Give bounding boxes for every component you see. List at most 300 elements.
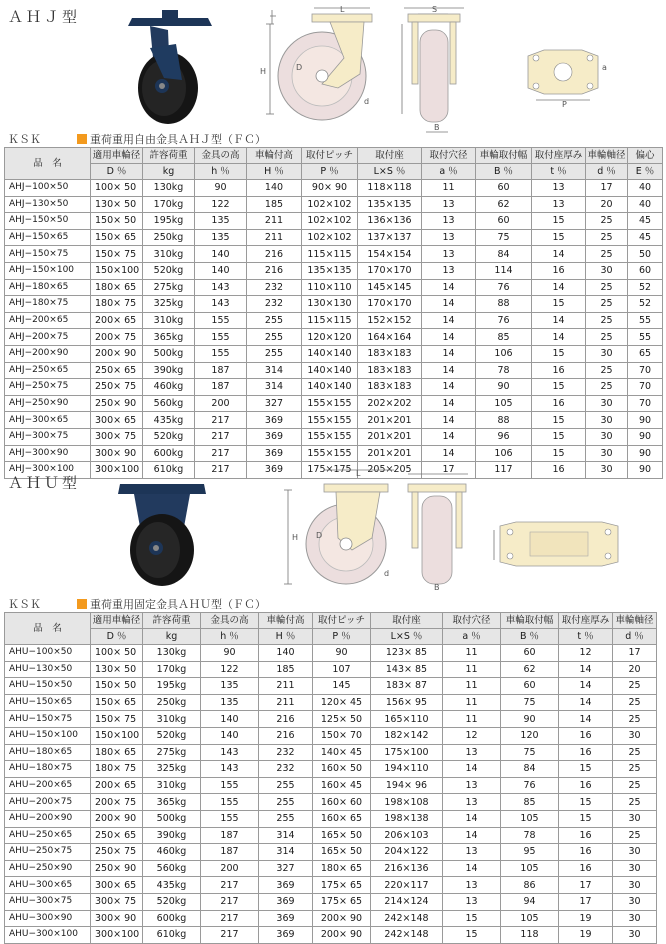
table-cell: 300× 65 xyxy=(91,877,143,894)
table-cell: 187 xyxy=(195,362,247,379)
ahu-col-header: 車輪付高 xyxy=(259,613,313,629)
table-cell: 62 xyxy=(501,661,559,678)
table-cell: 16 xyxy=(532,262,586,279)
table-cell: 300× 75 xyxy=(91,893,143,910)
ahj-col-header: 車輪取付幅 xyxy=(476,148,532,164)
table-cell: 180× 65 xyxy=(91,279,143,296)
ahu-col-header: 取付座厚み xyxy=(559,613,613,629)
ahu-dimension-drawing xyxy=(284,466,662,592)
table-cell: 76 xyxy=(476,279,532,296)
table-cell: 16 xyxy=(559,860,613,877)
table-cell: 14 xyxy=(559,694,613,711)
table-cell: 242×148 xyxy=(371,927,443,944)
table-cell: 211 xyxy=(259,678,313,695)
table-cell: 140 xyxy=(195,262,247,279)
table-row xyxy=(5,810,657,827)
model-cell: AHJ−200×75 xyxy=(5,329,91,346)
table-cell: 30 xyxy=(586,462,628,479)
ahj-col-header: 車輪付高 xyxy=(247,148,302,164)
table-cell: 14 xyxy=(422,345,476,362)
table-cell: 255 xyxy=(247,329,302,346)
table-row xyxy=(5,379,663,396)
table-cell: 250× 65 xyxy=(91,827,143,844)
table-cell: 14 xyxy=(422,445,476,462)
table-cell: 15 xyxy=(443,927,501,944)
table-cell: 90× 90 xyxy=(302,180,358,197)
table-cell: 17 xyxy=(559,893,613,910)
table-cell: 217 xyxy=(201,877,259,894)
ahu-col-header: 金具の高 xyxy=(201,613,259,629)
table-cell: 88 xyxy=(476,296,532,313)
table-cell: 105 xyxy=(501,860,559,877)
table-row xyxy=(5,645,657,662)
table-row xyxy=(5,196,663,213)
table-cell: 13 xyxy=(422,262,476,279)
table-cell: 217 xyxy=(195,445,247,462)
table-cell: 15 xyxy=(559,761,613,778)
table-cell: 95 xyxy=(501,844,559,861)
model-cell: AHU−300×75 xyxy=(5,893,91,910)
table-cell: 90 xyxy=(195,180,247,197)
table-row xyxy=(5,213,663,230)
table-cell: 20 xyxy=(613,661,657,678)
table-cell: 202×202 xyxy=(358,395,422,412)
table-cell: 102×102 xyxy=(302,213,358,230)
table-cell: 100× 50 xyxy=(91,180,143,197)
table-cell: 14 xyxy=(422,379,476,396)
table-cell: 70 xyxy=(628,362,663,379)
table-cell: 211 xyxy=(259,694,313,711)
table-cell: 16 xyxy=(559,727,613,744)
ahj-col-header: 適用車輪径 xyxy=(91,148,143,164)
table-cell: 30 xyxy=(586,395,628,412)
table-cell: 25 xyxy=(586,362,628,379)
table-cell: 200× 65 xyxy=(91,312,143,329)
table-cell: 369 xyxy=(247,412,302,429)
table-cell: 140 xyxy=(201,711,259,728)
ahj-unit-header: D ％ xyxy=(91,164,143,180)
table-cell: 65 xyxy=(628,345,663,362)
table-cell: 136×136 xyxy=(358,213,422,230)
ahu-unit-header: t ％ xyxy=(559,629,613,645)
table-cell: 17 xyxy=(559,877,613,894)
table-cell: 13 xyxy=(443,744,501,761)
table-cell: 13 xyxy=(422,213,476,230)
table-cell: 25 xyxy=(586,279,628,296)
table-cell: 25 xyxy=(586,229,628,246)
table-cell: 15 xyxy=(532,213,586,230)
table-cell: 90 xyxy=(628,445,663,462)
table-cell: 13 xyxy=(443,877,501,894)
table-cell: 90 xyxy=(476,379,532,396)
table-cell: 25 xyxy=(613,694,657,711)
table-cell: 52 xyxy=(628,279,663,296)
table-cell: 300× 90 xyxy=(91,910,143,927)
table-cell: 300× 65 xyxy=(91,412,143,429)
table-cell: 185 xyxy=(259,661,313,678)
table-cell: 13 xyxy=(443,794,501,811)
ahj-unit-header: a ％ xyxy=(422,164,476,180)
table-cell: 150× 50 xyxy=(91,678,143,695)
table-cell: 75 xyxy=(476,229,532,246)
model-cell: AHU−200×90 xyxy=(5,810,91,827)
ahj-col-header: 許容荷重 xyxy=(143,148,195,164)
model-cell: AHJ−300×90 xyxy=(5,445,91,462)
table-cell: 30 xyxy=(613,927,657,944)
table-cell: 155 xyxy=(195,312,247,329)
table-row xyxy=(5,711,657,728)
table-cell: 140×140 xyxy=(302,345,358,362)
table-cell: 118×118 xyxy=(358,180,422,197)
table-cell: 369 xyxy=(247,445,302,462)
table-cell: 11 xyxy=(422,180,476,197)
table-cell: 255 xyxy=(247,312,302,329)
table-cell: 165× 50 xyxy=(313,827,371,844)
table-cell: 106 xyxy=(476,445,532,462)
model-cell: AHU−300×100 xyxy=(5,927,91,944)
table-cell: 118 xyxy=(501,927,559,944)
model-cell: AHU−180×65 xyxy=(5,744,91,761)
table-cell: 60 xyxy=(501,645,559,662)
table-cell: 200 xyxy=(195,395,247,412)
table-cell: 369 xyxy=(259,877,313,894)
table-cell: 275kg xyxy=(143,744,201,761)
table-cell: 15 xyxy=(532,296,586,313)
table-cell: 130×130 xyxy=(302,296,358,313)
table-row xyxy=(5,794,657,811)
ahj-label-S: S xyxy=(432,5,438,14)
table-cell: 205×205 xyxy=(358,462,422,479)
ahu-col-header: 車輪取付幅 xyxy=(501,613,559,629)
table-cell: 314 xyxy=(247,362,302,379)
table-cell: 55 xyxy=(628,312,663,329)
table-cell: 250× 65 xyxy=(91,362,143,379)
ahu-label-L: L xyxy=(356,469,361,478)
table-cell: 314 xyxy=(247,379,302,396)
table-cell: 520kg xyxy=(143,893,201,910)
table-cell: 16 xyxy=(559,744,613,761)
table-cell: 60 xyxy=(476,180,532,197)
table-cell: 195kg xyxy=(143,213,195,230)
orange-square-icon xyxy=(77,134,87,144)
table-cell: 200× 90 xyxy=(91,810,143,827)
table-cell: 143 xyxy=(201,761,259,778)
ahj-caster-photo xyxy=(120,8,218,126)
table-cell: 170×170 xyxy=(358,296,422,313)
table-cell: 122 xyxy=(201,661,259,678)
model-cell: AHU−200×75 xyxy=(5,794,91,811)
ahu-subtitle-line xyxy=(8,596,266,612)
table-cell: 150× 50 xyxy=(91,213,143,230)
table-cell: 14 xyxy=(559,678,613,695)
ahu-unit-header: B ％ xyxy=(501,629,559,645)
table-cell: 30 xyxy=(613,727,657,744)
table-cell: 150× 75 xyxy=(91,246,143,263)
ahu-table-body xyxy=(5,645,657,944)
table-cell: 14 xyxy=(443,860,501,877)
table-cell: 232 xyxy=(259,761,313,778)
table-cell: 255 xyxy=(259,794,313,811)
table-cell: 84 xyxy=(476,246,532,263)
ahj-subtitle-line xyxy=(8,131,266,147)
table-cell: 206×103 xyxy=(371,827,443,844)
table-row xyxy=(5,727,657,744)
table-cell: 123× 85 xyxy=(371,645,443,662)
table-cell: 216×136 xyxy=(371,860,443,877)
table-cell: 25 xyxy=(586,213,628,230)
table-cell: 600kg xyxy=(143,445,195,462)
table-cell: 16 xyxy=(532,395,586,412)
model-cell: AHJ−100×50 xyxy=(5,180,91,197)
table-cell: 25 xyxy=(613,761,657,778)
table-cell: 200× 90 xyxy=(313,910,371,927)
model-cell: AHJ−150×50 xyxy=(5,213,91,230)
table-cell: 105 xyxy=(476,395,532,412)
ahj-unit-header: kg xyxy=(143,164,195,180)
table-cell: 187 xyxy=(201,827,259,844)
table-cell: 232 xyxy=(247,296,302,313)
table-cell: 11 xyxy=(443,694,501,711)
table-row xyxy=(5,744,657,761)
table-cell: 217 xyxy=(195,462,247,479)
ahj-col-header: 車輪軸径 xyxy=(586,148,628,164)
ahu-unit-header: kg xyxy=(143,629,201,645)
table-cell: 90 xyxy=(628,462,663,479)
table-cell: 70 xyxy=(628,379,663,396)
table-cell: 187 xyxy=(195,379,247,396)
table-cell: 140 xyxy=(259,645,313,662)
table-cell: 78 xyxy=(476,362,532,379)
table-cell: 17 xyxy=(613,645,657,662)
table-cell: 40 xyxy=(628,180,663,197)
table-cell: 201×201 xyxy=(358,445,422,462)
table-cell: 50 xyxy=(628,246,663,263)
table-row xyxy=(5,445,663,462)
table-cell: 155 xyxy=(201,810,259,827)
table-cell: 610kg xyxy=(143,927,201,944)
table-cell: 17 xyxy=(586,180,628,197)
table-cell: 62 xyxy=(476,196,532,213)
table-cell: 175× 65 xyxy=(313,893,371,910)
table-row xyxy=(5,694,657,711)
ahu-col-header: 適用車輪径 xyxy=(91,613,143,629)
table-cell: 105 xyxy=(501,910,559,927)
table-cell: 180× 75 xyxy=(91,296,143,313)
table-cell: 300×100 xyxy=(91,462,143,479)
model-cell: AHU−180×75 xyxy=(5,761,91,778)
table-cell: 250× 90 xyxy=(91,860,143,877)
ahj-header-row xyxy=(5,148,663,164)
table-cell: 11 xyxy=(443,711,501,728)
table-cell: 154×154 xyxy=(358,246,422,263)
table-cell: 150× 65 xyxy=(91,229,143,246)
table-cell: 560kg xyxy=(143,395,195,412)
ahu-section-title: ＡＨＵ型 xyxy=(8,474,81,492)
model-cell: AHU−300×65 xyxy=(5,877,91,894)
table-cell: 369 xyxy=(259,927,313,944)
table-cell: 220×117 xyxy=(371,877,443,894)
table-cell: 155 xyxy=(201,794,259,811)
table-cell: 16 xyxy=(559,827,613,844)
table-cell: 460kg xyxy=(143,844,201,861)
table-cell: 11 xyxy=(443,661,501,678)
ahu-col-header: 品 名 xyxy=(5,613,91,645)
table-cell: 145 xyxy=(313,678,371,695)
table-cell: 365kg xyxy=(143,794,201,811)
table-row xyxy=(5,678,657,695)
ahj-unit-header: h ％ xyxy=(195,164,247,180)
ahj-section-title: ＡＨＪ型 xyxy=(8,8,81,26)
ahj-unit-header: P ％ xyxy=(302,164,358,180)
table-cell: 175×100 xyxy=(371,744,443,761)
ahu-unit-header: D ％ xyxy=(91,629,143,645)
table-cell: 217 xyxy=(201,927,259,944)
table-cell: 14 xyxy=(422,395,476,412)
ahu-label-d: d xyxy=(384,569,390,578)
table-row xyxy=(5,428,663,445)
model-cell: AHJ−200×90 xyxy=(5,345,91,362)
table-cell: 110×110 xyxy=(302,279,358,296)
ahu-spec-table xyxy=(4,612,657,944)
table-cell: 30 xyxy=(613,877,657,894)
table-cell: 14 xyxy=(422,428,476,445)
table-row xyxy=(5,262,663,279)
table-cell: 155×155 xyxy=(302,428,358,445)
ahu-col-header: 取付ピッチ xyxy=(313,613,371,629)
table-row xyxy=(5,661,657,678)
table-cell: 25 xyxy=(613,777,657,794)
table-cell: 30 xyxy=(613,810,657,827)
model-cell: AHU−150×100 xyxy=(5,727,91,744)
table-cell: 14 xyxy=(443,761,501,778)
table-cell: 156× 95 xyxy=(371,694,443,711)
ahu-maker: ＫＳＫ xyxy=(8,598,41,611)
table-cell: 25 xyxy=(613,678,657,695)
table-cell: 25 xyxy=(586,329,628,346)
table-cell: 314 xyxy=(259,844,313,861)
table-cell: 16 xyxy=(559,844,613,861)
table-cell: 30 xyxy=(613,844,657,861)
table-cell: 120 xyxy=(501,727,559,744)
table-cell: 250× 90 xyxy=(91,395,143,412)
table-cell: 130kg xyxy=(143,645,201,662)
table-cell: 135×135 xyxy=(358,196,422,213)
table-cell: 140×140 xyxy=(302,362,358,379)
table-cell: 60 xyxy=(476,213,532,230)
ahu-caster-photo xyxy=(112,470,212,588)
table-cell: 13 xyxy=(532,196,586,213)
ahu-col-header: 取付座 xyxy=(371,613,443,629)
model-cell: AHJ−130×50 xyxy=(5,196,91,213)
table-cell: 135 xyxy=(201,678,259,695)
model-cell: AHJ−150×100 xyxy=(5,262,91,279)
table-cell: 120×120 xyxy=(302,329,358,346)
table-cell: 140 xyxy=(201,727,259,744)
table-cell: 140×140 xyxy=(302,379,358,396)
ahu-unit-header: d ％ xyxy=(613,629,657,645)
table-cell: 122 xyxy=(195,196,247,213)
table-cell: 15 xyxy=(559,810,613,827)
model-cell: AHU−150×65 xyxy=(5,694,91,711)
table-cell: 369 xyxy=(247,462,302,479)
table-cell: 143 xyxy=(195,279,247,296)
table-cell: 30 xyxy=(586,412,628,429)
ahu-unit-header: P ％ xyxy=(313,629,371,645)
table-cell: 195kg xyxy=(143,678,201,695)
table-cell: 300× 75 xyxy=(91,428,143,445)
table-cell: 369 xyxy=(259,910,313,927)
table-cell: 125× 50 xyxy=(313,711,371,728)
table-cell: 200× 90 xyxy=(91,345,143,362)
table-cell: 14 xyxy=(422,296,476,313)
table-cell: 25 xyxy=(613,794,657,811)
table-cell: 204×122 xyxy=(371,844,443,861)
table-cell: 180× 75 xyxy=(91,761,143,778)
table-cell: 211 xyxy=(247,229,302,246)
model-cell: AHJ−200×65 xyxy=(5,312,91,329)
table-cell: 85 xyxy=(501,794,559,811)
table-cell: 30 xyxy=(613,860,657,877)
table-cell: 369 xyxy=(259,893,313,910)
table-cell: 390kg xyxy=(143,362,195,379)
table-cell: 25 xyxy=(586,246,628,263)
table-cell: 30 xyxy=(586,445,628,462)
table-cell: 13 xyxy=(443,893,501,910)
table-row xyxy=(5,329,663,346)
table-cell: 14 xyxy=(443,810,501,827)
table-cell: 198×108 xyxy=(371,794,443,811)
table-cell: 14 xyxy=(422,412,476,429)
table-cell: 25 xyxy=(613,744,657,761)
ahu-col-header: 車輪軸径 xyxy=(613,613,657,629)
table-cell: 183×183 xyxy=(358,379,422,396)
table-cell: 25 xyxy=(613,827,657,844)
table-cell: 140 xyxy=(195,246,247,263)
table-cell: 90 xyxy=(501,711,559,728)
table-cell: 30 xyxy=(613,893,657,910)
ahj-label-d: d xyxy=(364,97,370,106)
ahu-unit-header: H ％ xyxy=(259,629,313,645)
table-cell: 135 xyxy=(195,213,247,230)
table-row xyxy=(5,395,663,412)
table-cell: 327 xyxy=(247,395,302,412)
model-cell: AHJ−250×90 xyxy=(5,395,91,412)
table-cell: 325kg xyxy=(143,296,195,313)
table-cell: 314 xyxy=(259,827,313,844)
model-cell: AHJ−250×75 xyxy=(5,379,91,396)
table-cell: 143 xyxy=(201,744,259,761)
table-cell: 232 xyxy=(247,279,302,296)
table-cell: 86 xyxy=(501,877,559,894)
table-cell: 152×152 xyxy=(358,312,422,329)
table-cell: 232 xyxy=(259,744,313,761)
table-cell: 155 xyxy=(195,345,247,362)
table-cell: 250× 75 xyxy=(91,379,143,396)
table-cell: 150× 70 xyxy=(313,727,371,744)
ahj-unit-header: E ％ xyxy=(628,164,663,180)
table-cell: 201×201 xyxy=(358,412,422,429)
ahj-label-L: L xyxy=(340,5,345,14)
ahj-dimension-drawing xyxy=(252,4,662,136)
model-cell: AHJ−300×75 xyxy=(5,428,91,445)
table-cell: 216 xyxy=(247,246,302,263)
table-cell: 135 xyxy=(195,229,247,246)
table-row xyxy=(5,893,657,910)
table-cell: 390kg xyxy=(143,827,201,844)
table-cell: 155×155 xyxy=(302,412,358,429)
model-cell: AHU−150×75 xyxy=(5,711,91,728)
table-cell: 275kg xyxy=(143,279,195,296)
